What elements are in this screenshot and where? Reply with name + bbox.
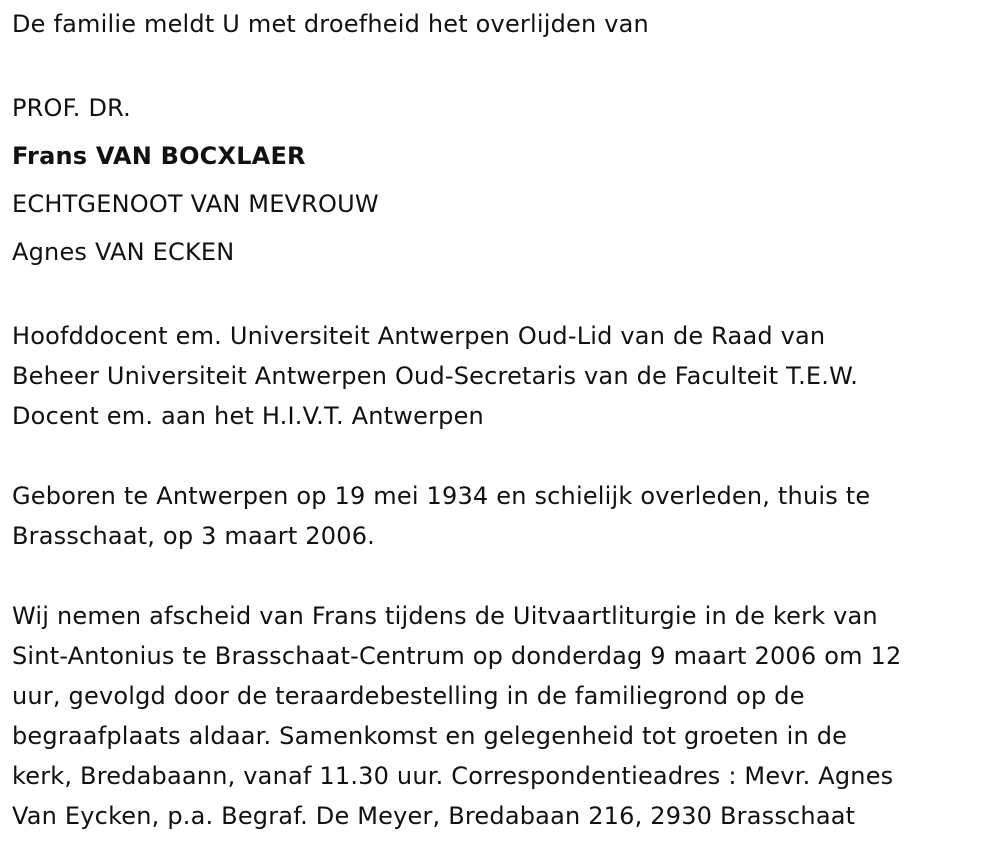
deceased-name: Frans VAN BOCXLAER xyxy=(12,142,306,170)
funeral-line: Van Eycken, p.a. Begraf. De Meyer, Bredabaan 216, 2930 Brasschaat xyxy=(12,802,856,830)
academic-title: PROF. DR. xyxy=(12,94,131,122)
funeral-line: kerk, Bredabaann, vanaf 11.30 uur. Correspondentieadres : Mevr. Agnes xyxy=(12,762,894,790)
positions-line: Hoofddocent em. Universiteit Antwerpen Oud-Lid van de Raad van xyxy=(12,322,826,350)
birth-death-line: Geboren te Antwerpen op 19 mei 1934 en schielijk overleden, thuis te xyxy=(12,482,871,510)
positions-paragraph xyxy=(12,316,988,436)
funeral-line: begraafplaats aldaar. Samenkomst en gelegenheid tot groeten in de xyxy=(12,722,848,750)
positions-line: Docent em. aan het H.I.V.T. Antwerpen xyxy=(12,402,484,430)
funeral-paragraph xyxy=(12,596,988,836)
spouse-label: ECHTGENOOT VAN MEVROUW xyxy=(12,190,379,218)
birth-death-paragraph xyxy=(12,476,988,556)
spouse-name: Agnes VAN ECKEN xyxy=(12,238,235,266)
funeral-line: uur, gevolgd door de teraardebestelling in de familiegrond op de xyxy=(12,682,805,710)
intro-text: De familie meldt U met droefheid het overlijden van xyxy=(12,10,649,38)
funeral-line: Wij nemen afscheid van Frans tijdens de Uitvaartliturgie in de kerk van xyxy=(12,602,878,630)
birth-death-line: Brasschaat, op 3 maart 2006. xyxy=(12,522,375,550)
positions-line: Beheer Universiteit Antwerpen Oud-Secretaris van de Faculteit T.E.W. xyxy=(12,362,859,390)
funeral-line: Sint-Antonius te Brasschaat-Centrum op donderdag 9 maart 2006 om 12 xyxy=(12,642,902,670)
